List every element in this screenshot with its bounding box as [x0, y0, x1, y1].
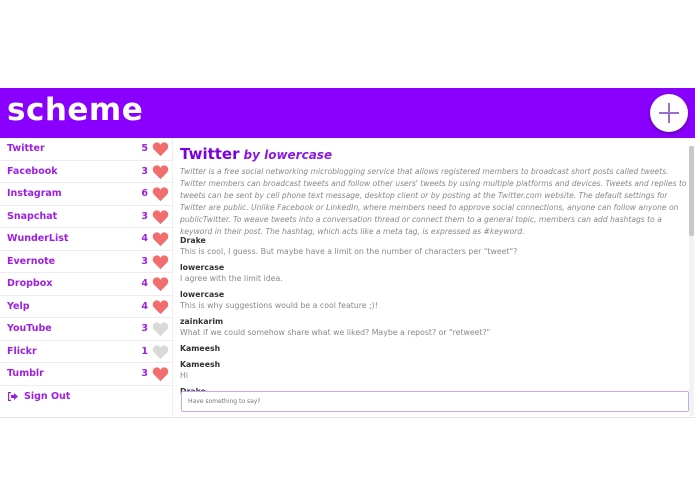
comment	[180, 343, 680, 354]
sign-out-label: Sign Out	[24, 390, 71, 402]
sidebar-item-label: Snapchat	[7, 210, 58, 222]
sidebar-item-wunderlist[interactable]	[0, 228, 172, 251]
page-title	[180, 145, 332, 163]
sidebar-item-snapchat[interactable]	[0, 206, 172, 229]
comment	[180, 235, 680, 257]
sidebar-item-yelp[interactable]	[0, 296, 172, 319]
comment-text: This is why suggestions would be a cool feature ;)!	[180, 301, 378, 310]
sidebar-item-label: Instagram	[7, 188, 62, 199]
heart-icon[interactable]	[152, 321, 169, 337]
like-count: 3	[141, 255, 148, 267]
sign-out-button[interactable]	[0, 386, 172, 408]
like-count: 4	[141, 233, 148, 244]
comment-text: This is cool, I guess. But maybe have a limit on the number of characters per "tweet"?	[180, 247, 518, 256]
add-button[interactable]	[650, 94, 688, 132]
like-count: 3	[141, 165, 148, 177]
scrollbar-thumb[interactable]	[689, 146, 694, 236]
sidebar	[0, 138, 173, 417]
sidebar-item-twitter[interactable]	[0, 138, 172, 161]
like-count: 4	[141, 300, 148, 312]
heart-icon[interactable]	[152, 141, 169, 157]
scrollbar[interactable]	[689, 146, 694, 416]
heart-icon[interactable]	[152, 254, 169, 270]
like-count: 6	[141, 188, 148, 199]
sidebar-item-label: Evernote	[7, 255, 56, 267]
logo: scheme	[7, 92, 144, 128]
heart-icon[interactable]	[152, 164, 169, 180]
heart-icon[interactable]	[152, 231, 169, 247]
comment	[180, 262, 680, 284]
like-count: 3	[141, 368, 148, 379]
comment-text: What if we could somehow share what we liked? Maybe a repost? or "retweet?"	[180, 328, 491, 337]
sidebar-item-facebook[interactable]	[0, 161, 172, 184]
main-panel	[173, 138, 689, 417]
app-window	[0, 88, 695, 418]
like-count: 3	[141, 323, 148, 334]
comment-author: Drake	[180, 236, 206, 245]
sidebar-item-label: YouTube	[7, 323, 52, 334]
like-count: 4	[141, 278, 148, 289]
like-count: 3	[141, 210, 148, 222]
comments-list[interactable]	[180, 235, 680, 382]
sidebar-item-label: Tumblr	[7, 368, 44, 379]
sidebar-item-label: Yelp	[7, 300, 30, 312]
sidebar-item-tumblr[interactable]	[0, 363, 172, 386]
comment-input[interactable]	[181, 391, 689, 412]
sidebar-item-dropbox[interactable]	[0, 273, 172, 296]
comment-author: Kameesh	[180, 360, 221, 369]
app-title: Twitter	[180, 145, 240, 163]
comment-text: Hi	[180, 371, 189, 380]
heart-icon[interactable]	[152, 344, 169, 360]
comment-author: Kameesh	[180, 344, 221, 353]
sign-out-icon	[7, 391, 19, 402]
comment-text: I agree with the limit idea.	[180, 274, 283, 283]
sidebar-item-label: Dropbox	[7, 278, 53, 289]
sidebar-item-flickr[interactable]	[0, 341, 172, 364]
header-bar	[0, 88, 695, 138]
heart-icon[interactable]	[152, 186, 169, 202]
author-label: by lowercase	[243, 148, 333, 162]
sidebar-item-label: Facebook	[7, 165, 58, 177]
like-count: 1	[141, 345, 148, 357]
sidebar-item-label: Flickr	[7, 345, 37, 357]
heart-icon[interactable]	[152, 366, 169, 382]
heart-icon[interactable]	[152, 276, 169, 292]
like-count: 5	[141, 143, 148, 154]
sidebar-item-youtube[interactable]	[0, 318, 172, 341]
sidebar-item-evernote[interactable]	[0, 251, 172, 274]
comment-author: lowercase	[180, 290, 225, 299]
comment	[180, 316, 680, 338]
comment-author: zainkarim	[180, 317, 224, 326]
sidebar-item-instagram[interactable]	[0, 183, 172, 206]
heart-icon[interactable]	[152, 299, 169, 315]
comment	[180, 359, 680, 381]
heart-icon[interactable]	[152, 209, 169, 225]
comment	[180, 289, 680, 311]
app-description: Twitter is a free social networking microblogging service that allows registered members to broadcast short posts called tweets. Twitter members can broadcast tweets and follow other users' tweets by using multiple platforms and devices. Tweets and replies to tweets can be sent by cell phone text message, desktop client or by posting at the Twitter.com website. The default settings for Twitter are public. Unlike Facebook or LinkedIn, where members need to approve social connections, anyone can follow anyone on publicTwitter. To weave tweets into a conversation thread or connect them to a general topic, members can add hashtags to a keyword in their post. The hashtag, which acts like a meta tag, is expressed as #keyword.	[180, 167, 687, 236]
comment-author: lowercase	[180, 263, 225, 272]
sidebar-item-label: Twitter	[7, 143, 45, 154]
sidebar-item-label: WunderList	[7, 233, 69, 244]
